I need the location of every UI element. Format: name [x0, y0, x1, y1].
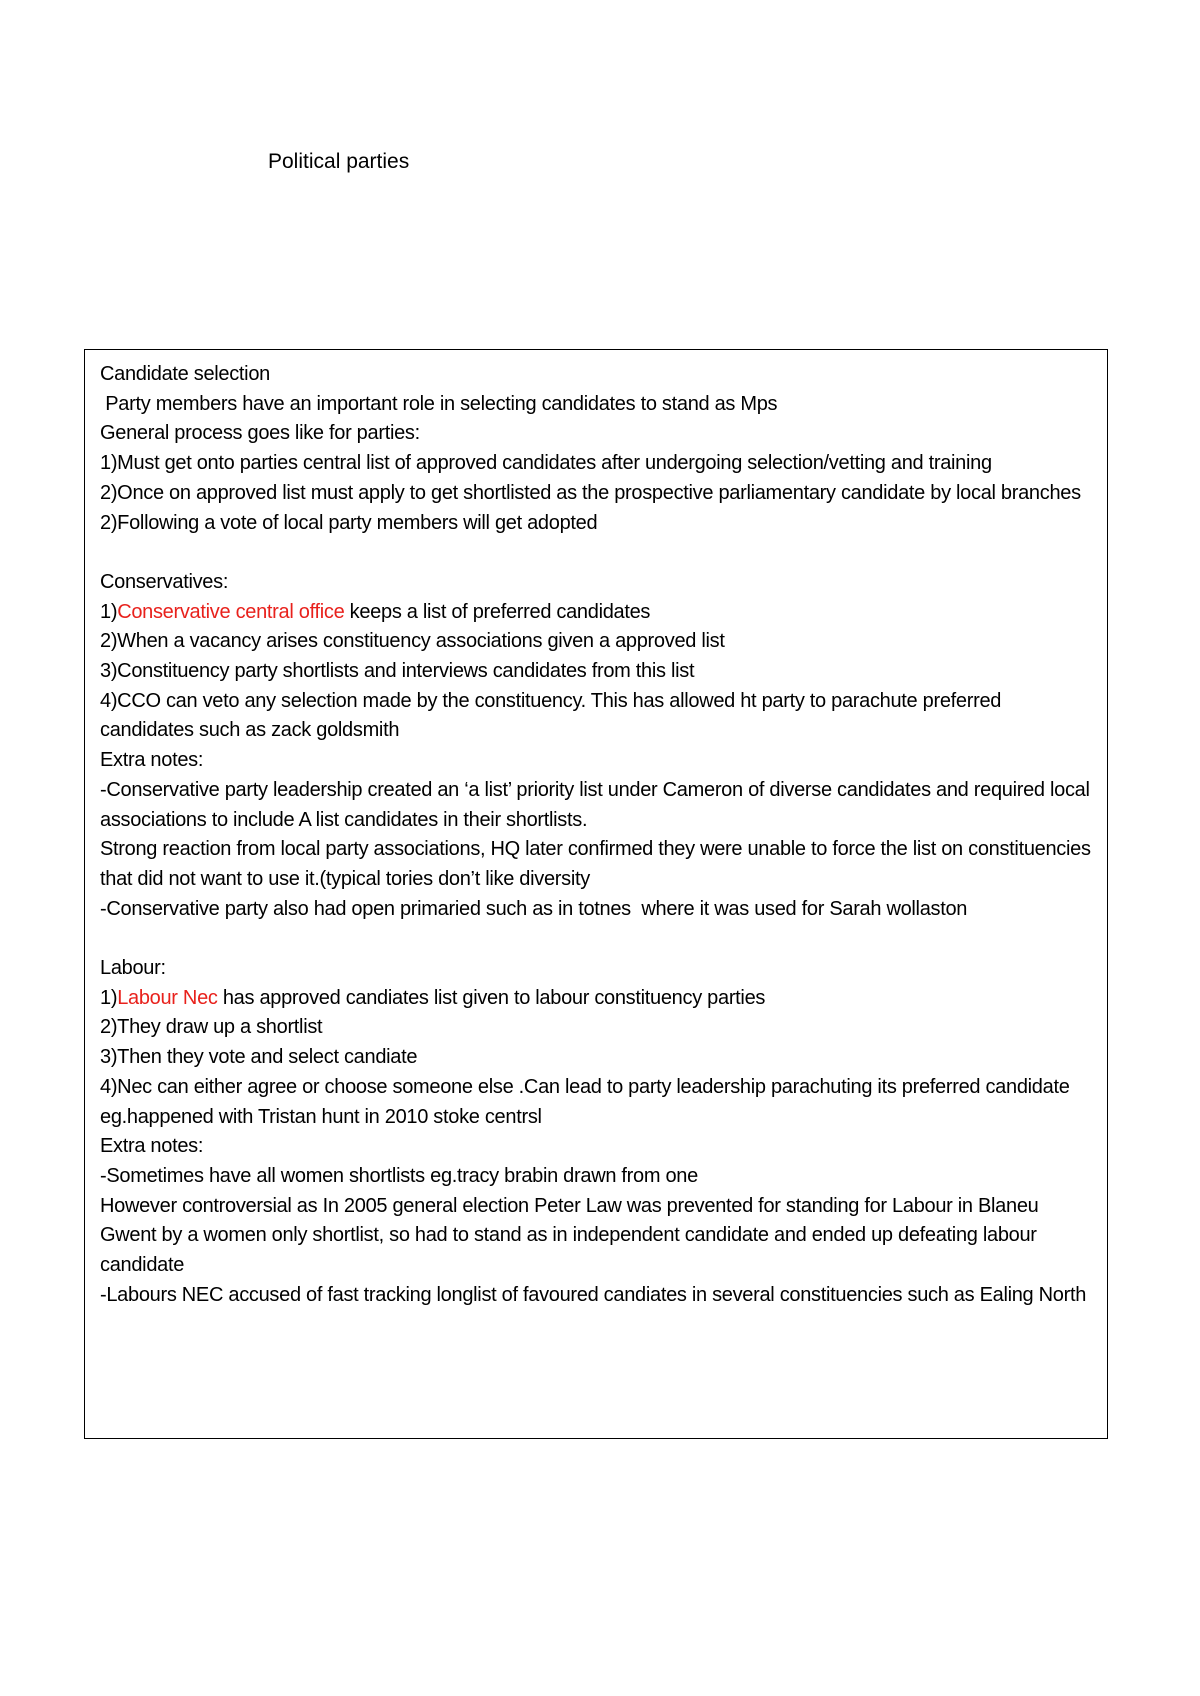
section-heading-conservatives: Conservatives:: [100, 570, 229, 593]
blank-line: [100, 924, 1095, 954]
item-number: 1): [100, 600, 118, 623]
notes-box: [84, 349, 1108, 1439]
note-line: [100, 598, 1095, 628]
note-line: 3)Then they vote and select candiate: [100, 1046, 418, 1069]
note-line: 2)When a vacancy arises constituency associations given a approved list: [100, 630, 725, 653]
note-line: -Labours NEC accused of fast tracking longlist of favoured candiates in several constituencies such as Ealing North: [100, 1283, 1087, 1306]
note-line: 4)Nec can either agree or choose someone else .Can lead to party leadership parachuting its preferred candidate eg.happened with Tristan hunt in 2010 stoke centrsl: [100, 1075, 1075, 1128]
note-line: 3)Constituency party shortlists and interviews candidates from this list: [100, 660, 695, 683]
note-line: [100, 984, 1095, 1014]
note-line: 4)CCO can veto any selection made by the constituency. This has allowed ht party to parachute preferred candidates such as zack goldsmith: [100, 689, 1007, 742]
item-text: keeps a list of preferred candidates: [344, 600, 651, 623]
highlight-text: Labour Nec: [117, 986, 218, 1009]
note-line: 1)Must get onto parties central list of approved candidates after undergoing selection/vetting and training: [100, 452, 992, 475]
note-line: 2)Following a vote of local party members will get adopted: [100, 511, 598, 534]
note-line: General process goes like for parties:: [100, 422, 420, 445]
page-title: Political parties: [268, 150, 410, 173]
section-heading-candidate-selection: Candidate selection: [100, 363, 270, 385]
note-line: -Sometimes have all women shortlists eg.tracy brabin drawn from one: [100, 1164, 698, 1187]
note-line: Party members have an important role in selecting candidates to stand as Mps: [100, 392, 778, 415]
item-number: 1): [100, 986, 118, 1009]
note-line: 2)Once on approved list must apply to get shortlisted as the prospective parliamentary candidate by local branches: [100, 481, 1081, 504]
item-text: has approved candiates list given to labour constituency parties: [217, 986, 766, 1009]
note-line: -Conservative party leadership created an ‘a list’ priority list under Cameron of diverse candidates and required local associations to include A list candidates in their shortlists.: [100, 778, 1095, 831]
note-line: However controversial as In 2005 general election Peter Law was prevented for standing for Labour in Blaneu Gwent by a women only shortlist, so had to stand as in independent candidate and ended up defeating labour candidate: [100, 1194, 1044, 1277]
highlight-text: Conservative central office: [117, 600, 345, 623]
section-heading-labour: Labour:: [100, 957, 166, 980]
note-line: Extra notes:: [100, 1135, 204, 1158]
note-line: Extra notes:: [100, 749, 204, 772]
blank-line: [100, 538, 1095, 568]
note-line: -Conservative party also had open primaried such as in totnes where it was used for Sarah wollaston: [100, 897, 968, 920]
note-line: Strong reaction from local party associations, HQ later confirmed they were unable to force the list on constituencies that did not want to use it.(typical tories don’t like diversity: [100, 838, 1096, 890]
note-line: 2)They draw up a shortlist: [100, 1016, 323, 1039]
